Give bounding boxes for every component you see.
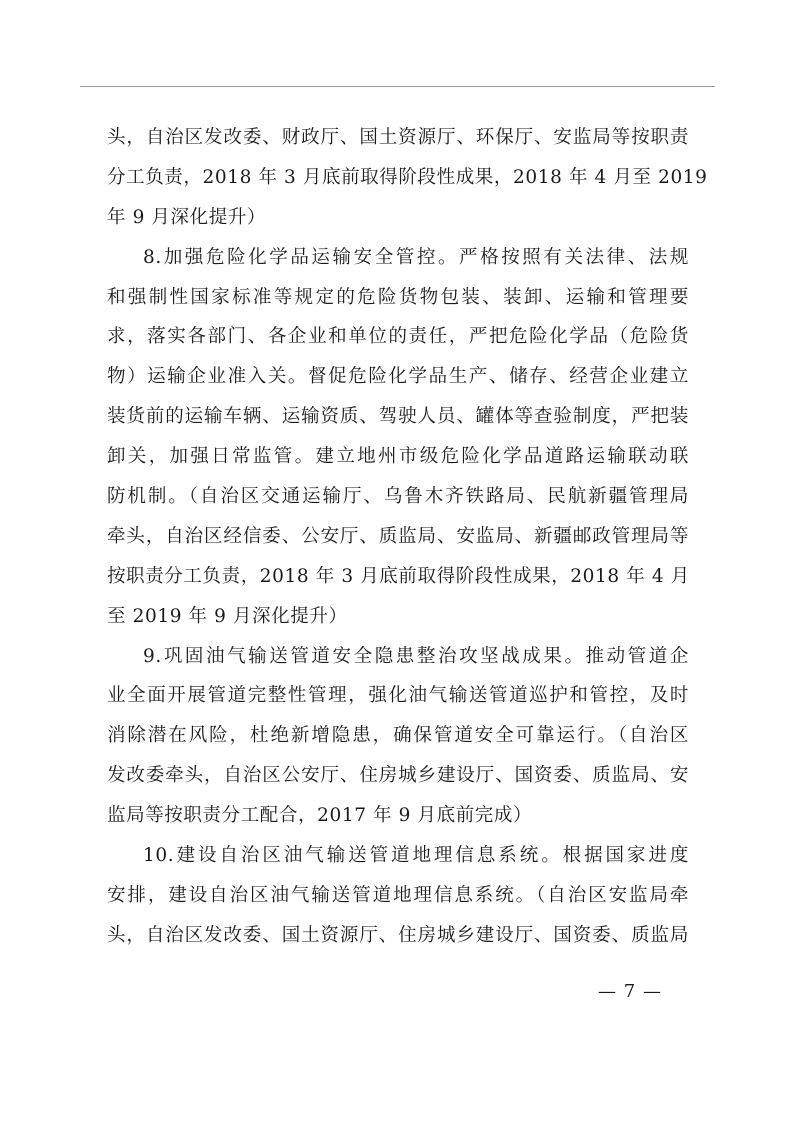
body-line-13: 至 2019 年 9 月深化提升） [107,605,348,627]
body-line-8: 装货前的运输车辆、运输资质、驾驶人员、罐体等查验制度，严把装 [107,406,689,428]
body-line-20: 安排，建设自治区油气输送管道地理信息系统。（自治区安监局牵 [107,884,689,906]
header-rule [80,86,715,87]
body-line-2: 分工负责，2018 年 3 月底前取得阶段性成果，2018 年 4 月至 2019 [107,166,708,188]
body-line-21: 头，自治区发改委、国土资源厅、住房城乡建设厅、国资委、质监局 [107,924,689,946]
body-line-11: 牵头，自治区经信委、公安厅、质监局、安监局、新疆邮政管理局等 [107,525,689,547]
body-line-19: 10.建设自治区油气输送管道地理信息系统。根据国家进度 [143,845,689,867]
body-line-14: 9.巩固油气输送管道安全隐患整治攻坚战成果。推动管道企 [143,645,689,667]
body-line-9: 卸关，加强日常监管。建立地州市级危险化学品道路运输联动联 [107,446,689,468]
body-line-18: 监局等按职责分工配合，2017 年 9 月底前完成） [107,805,533,827]
page-number: — 7 — [598,981,662,1002]
body-line-12: 按职责分工负责，2018 年 3 月底前取得阶段性成果，2018 年 4 月 [107,565,690,587]
body-line-1: 头，自治区发改委、财政厅、国土资源厅、环保厅、安监局等按职责 [107,127,689,148]
body-line-10: 防机制。（自治区交通运输厅、乌鲁木齐铁路局、民航新疆管理局 [107,486,689,508]
body-line-3: 年 9 月深化提升） [107,206,267,228]
body-line-16: 消除潜在风险，杜绝新增隐患，确保管道安全可靠运行。（自治区 [107,725,689,747]
document-body [107,118,708,956]
body-line-7: 物）运输企业准入关。督促危险化学品生产、储存、经营企业建立 [107,366,689,388]
body-line-15: 业全面开展管道完整性管理，强化油气输送管道巡护和管控，及时 [107,685,689,707]
body-line-4: 8.加强危险化学品运输安全管控。严格按照有关法律、法规 [143,246,689,268]
body-line-17: 发改委牵头，自治区公安厅、住房城乡建设厅、国资委、质监局、安 [107,765,689,787]
body-line-6: 求，落实各部门、各企业和单位的责任，严把危险化学品（危险货 [107,326,689,348]
body-line-5: 和强制性国家标准等规定的危险货物包装、装卸、运输和管理要 [107,286,689,308]
